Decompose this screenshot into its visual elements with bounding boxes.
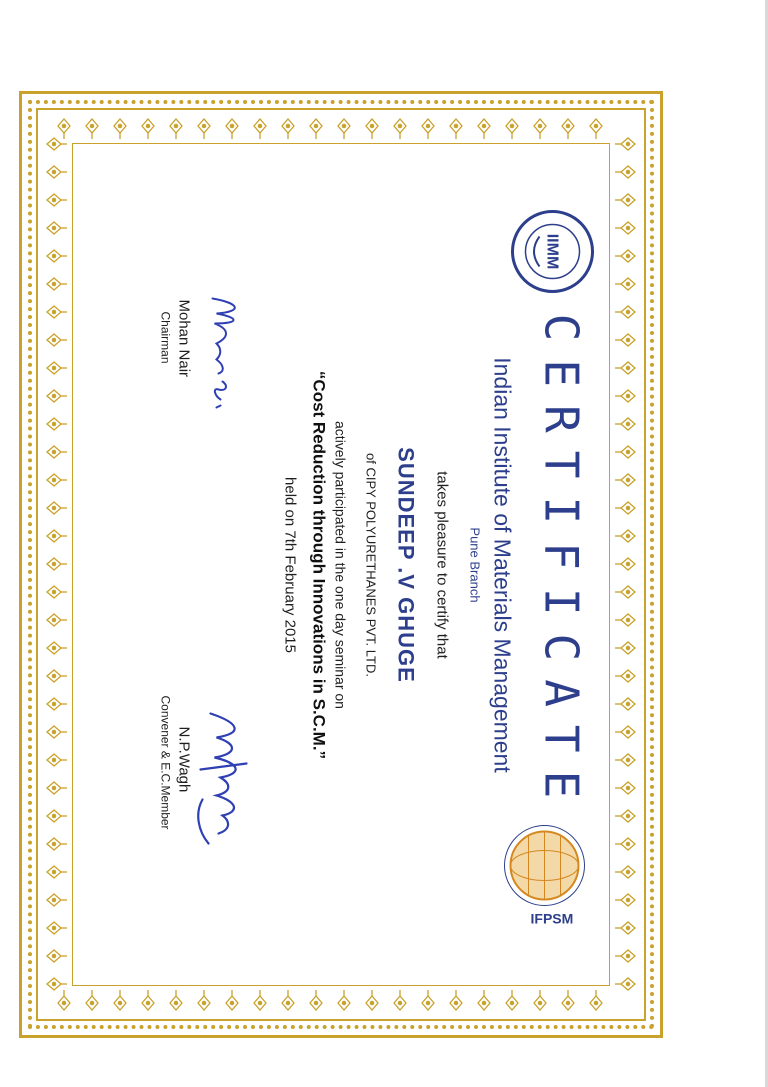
ornament-motif (506, 119, 518, 139)
certificate-body (72, 144, 610, 987)
ornament-motif (47, 250, 67, 262)
ornament-motif (47, 726, 67, 738)
seminar-topic: “Cost Reduction through Innovations in S.C.M.” (309, 370, 328, 760)
ornament-motif (254, 990, 266, 1010)
signature-left (200, 294, 250, 414)
ornament-motif (86, 119, 98, 139)
ornament-motif (47, 474, 67, 486)
ornament-motif (47, 754, 67, 766)
ornament-motif (47, 418, 67, 430)
ornament-motif (615, 894, 635, 906)
organization-name: Indian Institute of Materials Management (489, 357, 515, 773)
ornament-motif (615, 586, 635, 598)
ornament-motif (47, 138, 67, 150)
ornament-motif (58, 990, 70, 1010)
ornament-motif (142, 119, 154, 139)
ornament-motif (615, 138, 635, 150)
ornament-motif (47, 894, 67, 906)
ornament-motif (114, 990, 126, 1010)
ornament-motif (615, 418, 635, 430)
ornament-motif (562, 119, 574, 139)
ornament-motif (47, 166, 67, 178)
ornament-motif (615, 446, 635, 458)
ornament-motif (615, 334, 635, 346)
ornament-motif (142, 990, 154, 1010)
ornament-motif (615, 474, 635, 486)
ornament-motif (615, 558, 635, 570)
ornament-motif (590, 119, 602, 139)
lead-text: takes pleasure to certify that (433, 471, 450, 659)
ornament-motif (590, 990, 602, 1010)
ornament-motif (47, 810, 67, 822)
ornament-motif (394, 990, 406, 1010)
ornament-motif (170, 119, 182, 139)
ornament-motif (47, 530, 67, 542)
ornament-motif (615, 782, 635, 794)
ornament-motif (198, 119, 210, 139)
ornament-motif (282, 990, 294, 1010)
ornament-motif (254, 119, 266, 139)
ornament-motif (310, 990, 322, 1010)
ornament-motif (47, 362, 67, 374)
ornament-motif (615, 642, 635, 654)
ornament-motif (226, 990, 238, 1010)
ornament-motif (422, 119, 434, 139)
ornament-motif (47, 922, 67, 934)
ornament-motif (47, 390, 67, 402)
ornament-motif (114, 119, 126, 139)
seminar-date: held on 7th February 2015 (281, 477, 298, 653)
ornament-motif (615, 838, 635, 850)
ornament-motif (86, 990, 98, 1010)
ornament-motif (506, 990, 518, 1010)
ornament-motif (615, 810, 635, 822)
ornament-motif (615, 866, 635, 878)
ornament-motif (47, 334, 67, 346)
ornament-motif (615, 390, 635, 402)
ornament-motif (615, 502, 635, 514)
branch-name: Pune Branch (467, 527, 482, 603)
ornament-motif (47, 670, 67, 682)
ornament-motif (47, 306, 67, 318)
iimm-seal-abbr: IIMM (543, 233, 560, 270)
signatory-left-title: Chairman (158, 311, 172, 364)
ornament-motif (47, 950, 67, 962)
ornament-motif (450, 119, 462, 139)
ornament-motif (47, 614, 67, 626)
company-name: of CIPY POLYURETHANES PVT. LTD. (363, 453, 378, 677)
ornament-motif (310, 119, 322, 139)
ornament-motif (47, 586, 67, 598)
ornament-motif (615, 530, 635, 542)
ornament-motif (47, 278, 67, 290)
ornament-motif (615, 950, 635, 962)
ornament-motif (47, 866, 67, 878)
signatory-right-title: Convener & E.C.Member (158, 695, 172, 830)
ifpsm-abbr: IFPSM (530, 910, 573, 927)
signatory-left-name: Mohan Nair (175, 299, 192, 378)
ornament-motif (47, 838, 67, 850)
ornament-motif (562, 990, 574, 1010)
ornament-motif (615, 922, 635, 934)
ornament-motif (615, 362, 635, 374)
ornament-motif (534, 119, 546, 139)
ornament-motif (338, 990, 350, 1010)
ornament-motif (615, 698, 635, 710)
ornament-motif (422, 990, 434, 1010)
ornament-motif (615, 278, 635, 290)
ornament-motif (282, 119, 294, 139)
ornament-motif (478, 119, 490, 139)
ornament-motif (47, 698, 67, 710)
ornament-motif (615, 754, 635, 766)
ornament-motif (615, 614, 635, 626)
ornament-motif (615, 194, 635, 206)
recipient-name: SUNDEEP .V GHUGE (393, 447, 418, 683)
ornament-motif (58, 119, 70, 139)
ornament-motif (226, 119, 238, 139)
ornament-motif (615, 726, 635, 738)
ornament-motif (47, 558, 67, 570)
ornament-motif (198, 990, 210, 1010)
ornament-motif (615, 166, 635, 178)
signature-right (190, 704, 260, 854)
ornament-motif (450, 990, 462, 1010)
seminar-text: actively participated in the one day seminar on (332, 421, 348, 709)
ornament-motif (615, 670, 635, 682)
ornament-motif (394, 119, 406, 139)
ornament-motif (47, 502, 67, 514)
ornament-motif (338, 119, 350, 139)
ornament-motif (366, 990, 378, 1010)
certificate-title: CERTIFICATE (534, 313, 588, 817)
ornament-motif (170, 990, 182, 1010)
signatory-right-name: N.P.Wagh (175, 726, 192, 793)
ornament-motif (47, 978, 67, 990)
ornament-motif (47, 642, 67, 654)
ornament-motif (534, 990, 546, 1010)
ornament-motif (47, 446, 67, 458)
ornament-motif (615, 250, 635, 262)
ornament-motif (615, 306, 635, 318)
ornament-motif (366, 119, 378, 139)
ornament-motif (615, 978, 635, 990)
ornament-motif (615, 222, 635, 234)
ornament-motif (47, 194, 67, 206)
ornament-motif (47, 222, 67, 234)
ornament-motif (47, 782, 67, 794)
ornament-motif (478, 990, 490, 1010)
